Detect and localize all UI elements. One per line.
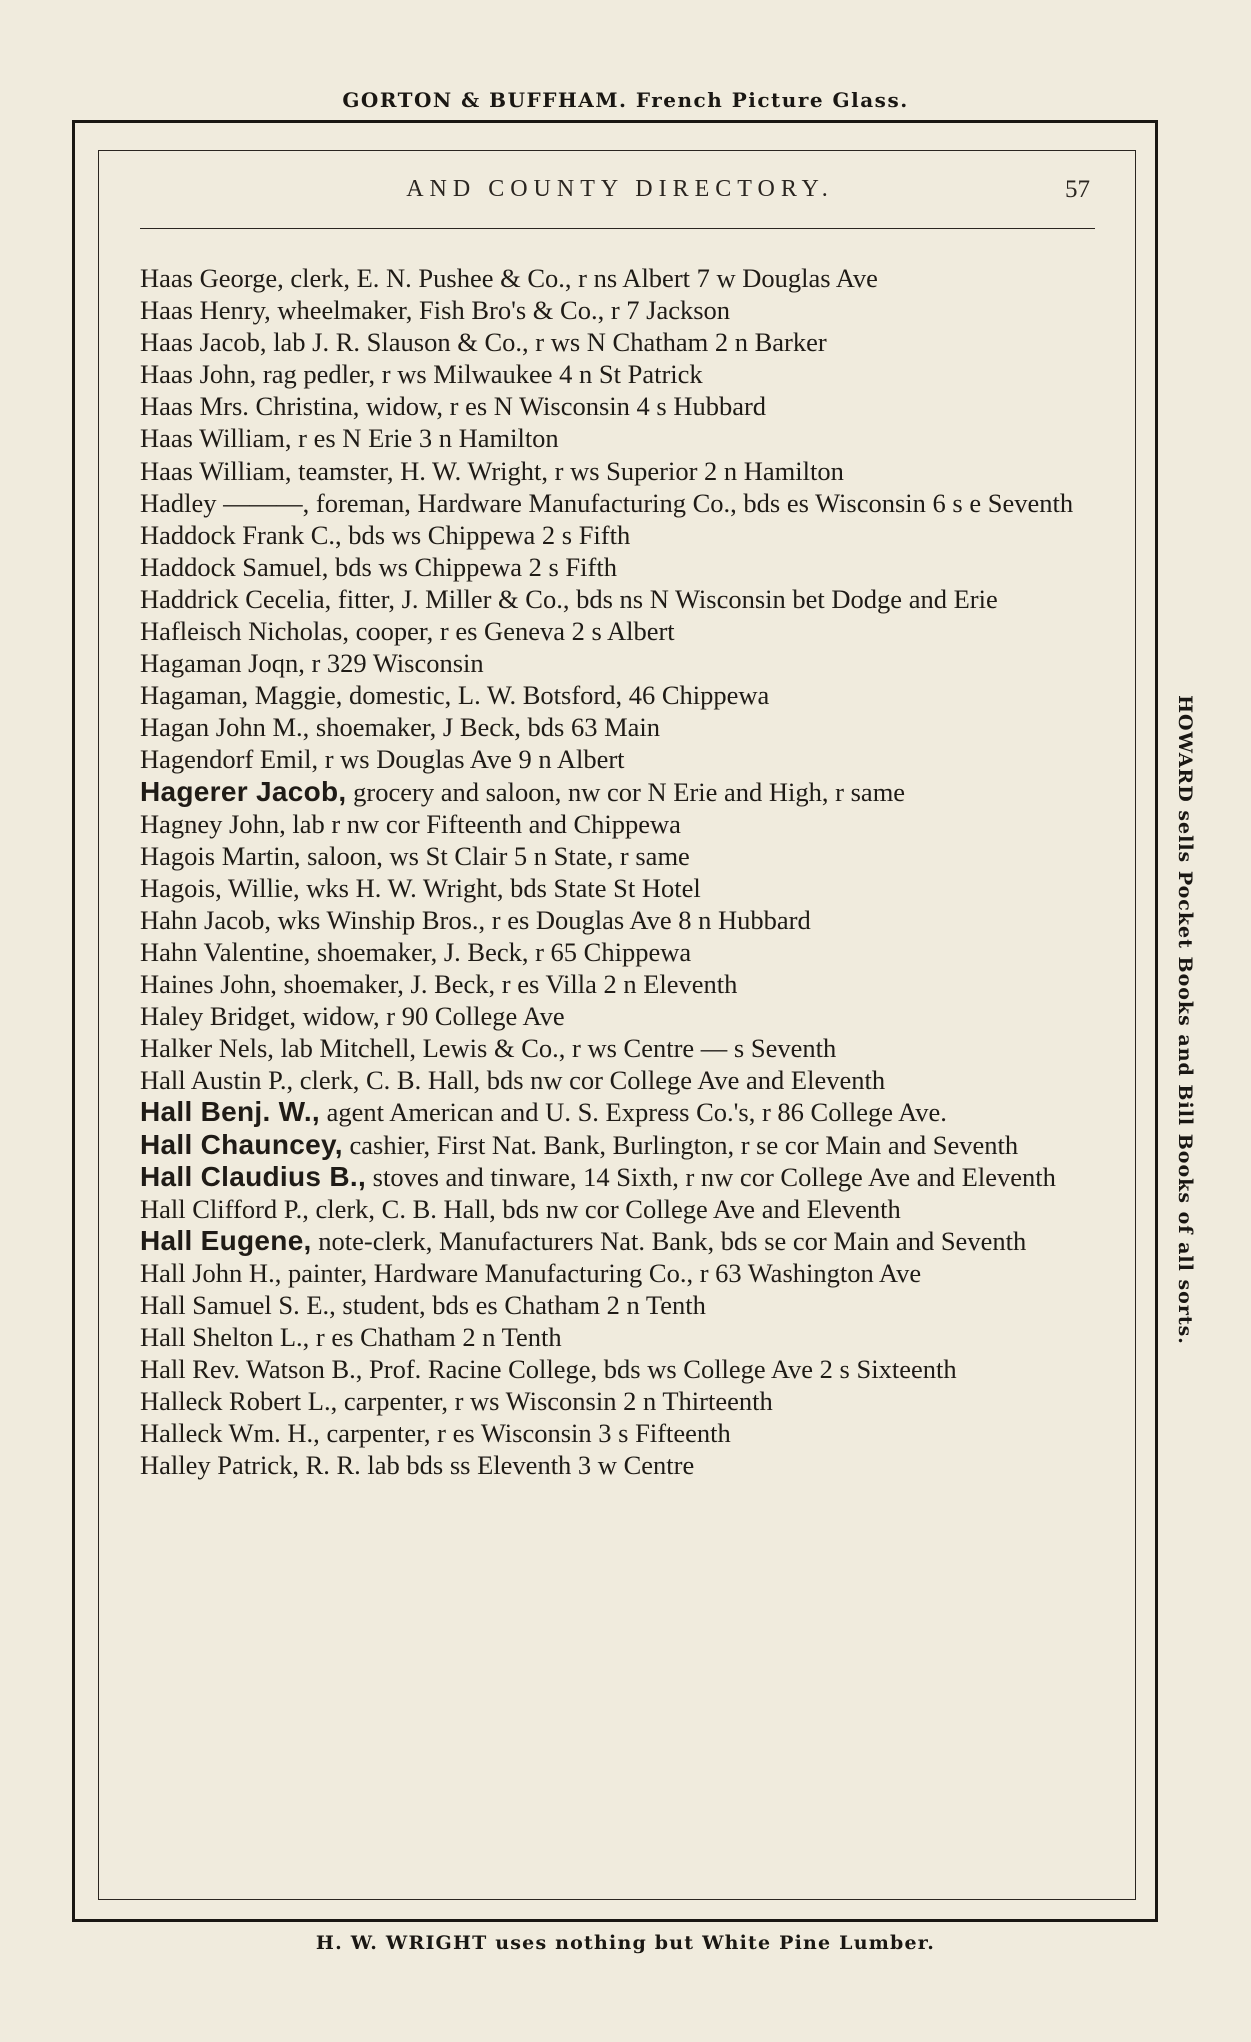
directory-entry	[140, 1129, 1095, 1161]
entry-details: bds ws Chippewa 2 s Fifth	[328, 551, 617, 582]
entry-details: foreman, Hardware Manufacturing Co., bds es Wisconsin 6 s e Seventh	[309, 487, 1074, 518]
directory-entry	[140, 326, 1095, 358]
entry-details: grocery and saloon, nw cor N Erie and High, r same	[346, 776, 906, 807]
entry-name: Hafleisch Nicholas,	[140, 616, 349, 647]
entry-name: Hagan John M.,	[140, 712, 310, 743]
entry-details: clerk, E. N. Pushee & Co., r ns Albert 7 w Douglas Ave	[283, 263, 878, 293]
directory-entry	[140, 551, 1095, 583]
entry-details: r es N Erie 3 n Hamilton	[291, 423, 559, 454]
entry-details: saloon, ws St Clair 5 n State, r same	[300, 840, 690, 871]
entry-name: Hagendorf Emil,	[140, 744, 319, 775]
directory-entry	[140, 808, 1095, 840]
directory-entry	[140, 1417, 1095, 1449]
entry-name: Halleck Wm. H.,	[140, 1418, 320, 1449]
directory-entry	[140, 711, 1095, 743]
directory-entry	[140, 1000, 1095, 1032]
entry-details: R. R. lab bds ss Eleventh 3 w Centre	[298, 1450, 695, 1481]
directory-entry	[140, 936, 1095, 968]
directory-entry	[140, 455, 1095, 487]
directory-entry	[140, 262, 1095, 294]
entry-details: rag pedler, r ws Milwaukee 4 n St Patrick	[256, 359, 703, 390]
entry-details: shoemaker, J Beck, bds 63 Main	[309, 712, 661, 743]
entry-name: Hall Claudius B.,	[140, 1160, 367, 1192]
entry-details: r es Chatham 2 n Tenth	[309, 1322, 562, 1353]
entry-details: domestic, L. W. Botsford, 46 Chippewa	[342, 680, 770, 711]
entry-details: cashier, First Nat. Bank, Burlington, r se cor Main and Seventh	[342, 1129, 1019, 1160]
directory-entry	[140, 968, 1095, 1000]
entry-name: Haines John,	[140, 969, 277, 1000]
entry-name: Hahn Valentine,	[140, 936, 311, 967]
entry-details: widow, r 90 College Ave	[296, 1001, 565, 1032]
entry-name: Halker Nels,	[140, 1033, 274, 1064]
header-rule	[140, 228, 1095, 229]
directory-entry	[140, 294, 1095, 326]
directory-entry	[140, 1064, 1095, 1096]
entry-details: carpenter, r ws Wisconsin 2 n Thirteenth	[337, 1386, 773, 1417]
page-number: 57	[1065, 176, 1090, 203]
entry-name: Haas George,	[140, 263, 284, 293]
entry-details: r 329 Wisconsin	[304, 648, 484, 679]
entry-name: Hall Rev. Watson B.,	[140, 1354, 363, 1385]
entry-details: bds ws Chippewa 2 s Fifth	[341, 519, 631, 550]
entry-details: stoves and tinware, 14 Sixth, r nw cor College Ave and Eleventh	[366, 1161, 1056, 1192]
entry-name: Halleck Robert L.,	[140, 1386, 338, 1417]
entry-name: Haddrick Cecelia,	[140, 583, 332, 614]
entry-details: wks Winship Bros., r es Douglas Ave 8 n Hubbard	[271, 904, 811, 935]
entry-name: Hall Chauncey,	[140, 1128, 343, 1160]
directory-entry	[140, 358, 1095, 390]
directory-entry	[140, 776, 1095, 808]
entry-name: Hall Benj. W.,	[140, 1096, 321, 1128]
entry-name: Hall Eugene,	[140, 1224, 312, 1256]
entry-details: fitter, J. Miller & Co., bds ns N Wisconsin bet Dodge and Erie	[331, 583, 998, 614]
entry-name: Haley Bridget,	[140, 1001, 297, 1032]
entry-details: lab r nw cor Fifteenth and Chippewa	[285, 808, 681, 839]
entry-name: Hagerer Jacob,	[140, 775, 347, 807]
directory-entry	[140, 647, 1095, 679]
entry-name: Hagois Martin,	[140, 840, 301, 871]
directory-entries	[140, 262, 1095, 1482]
entry-details: student, bds es Chatham 2 n Tenth	[335, 1290, 706, 1320]
entry-name: Hagaman Joqn,	[140, 648, 305, 679]
bottom-advertisement-banner: H. W. WRIGHT uses nothing but White Pine Lumber.	[315, 1932, 936, 1954]
directory-entry	[140, 1321, 1095, 1353]
directory-entry	[140, 1385, 1095, 1417]
entry-name: Haas John,	[140, 359, 257, 390]
top-advertisement-banner: GORTON & BUFFHAM. French Picture Glass.	[342, 88, 909, 112]
directory-entry	[140, 679, 1095, 711]
directory-entry	[140, 422, 1095, 454]
entry-details: wheelmaker, Fish Bro's & Co., r 7 Jackson	[270, 295, 731, 326]
entry-details: clerk, C. B. Hall, bds nw cor College Ave and Eleventh	[293, 1065, 886, 1096]
entry-details: widow, r es N Wisconsin 4 s Hubbard	[359, 391, 767, 422]
running-head: AND COUNTY DIRECTORY.	[406, 176, 834, 202]
directory-entry	[140, 743, 1095, 775]
directory-entry	[140, 1096, 1095, 1128]
entry-details: teamster, H. W. Wright, r ws Superior 2 n Hamilton	[291, 455, 844, 486]
directory-entry	[140, 390, 1095, 422]
entry-details: shoemaker, J. Beck, r 65 Chippewa	[310, 936, 692, 967]
entry-name: Hall John H.,	[140, 1257, 282, 1288]
entry-name: Haas William,	[140, 423, 292, 454]
entry-details: wks H. W. Wright, bds State St Hotel	[299, 872, 701, 903]
entry-details: painter, Hardware Manufacturing Co., r 63 Washington Ave	[281, 1257, 922, 1288]
entry-details: lab J. R. Slauson & Co., r ws N Chatham 2 n Barker	[266, 327, 827, 358]
directory-entry	[140, 487, 1095, 519]
directory-entry	[140, 872, 1095, 904]
directory-entry	[140, 519, 1095, 551]
entry-name: Hall Shelton L.,	[140, 1322, 310, 1353]
entry-details: Prof. Racine College, bds ws College Ave 2 s Sixteenth	[362, 1354, 957, 1385]
entry-name: Hagois, Willie,	[140, 872, 300, 903]
entry-name: Haas Henry,	[140, 295, 271, 326]
entry-name: Hagaman, Maggie,	[140, 680, 343, 711]
entry-name: Halley Patrick,	[140, 1450, 299, 1481]
entry-details: cooper, r es Geneva 2 s Albert	[349, 616, 675, 647]
entry-name: Hall Samuel S. E.,	[140, 1290, 336, 1320]
entry-name: Hall Clifford P.,	[140, 1193, 309, 1224]
directory-entry	[140, 1193, 1095, 1225]
entry-name: Haddock Frank C.,	[140, 519, 342, 550]
entry-details: agent American and U. S. Express Co.'s, r 86 College Ave.	[320, 1097, 947, 1128]
entry-details: shoemaker, J. Beck, r es Villa 2 n Eleventh	[276, 969, 738, 1000]
directory-entry	[140, 1289, 1095, 1321]
directory-entry	[140, 840, 1095, 872]
directory-entry	[140, 583, 1095, 615]
entry-name: Hadley ———,	[140, 487, 310, 518]
entry-details: clerk, C. B. Hall, bds nw cor College Ave and Eleventh	[308, 1193, 901, 1224]
entry-details: lab Mitchell, Lewis & Co., r ws Centre — s Seventh	[273, 1033, 837, 1064]
entry-details: r ws Douglas Ave 9 n Albert	[318, 744, 625, 775]
directory-entry	[140, 1449, 1095, 1481]
entry-name: Haas William,	[140, 455, 292, 486]
entry-name: Haas Jacob,	[140, 327, 267, 358]
directory-entry	[140, 1225, 1095, 1257]
entry-details: note-clerk, Manufacturers Nat. Bank, bds se cor Main and Seventh	[311, 1225, 1027, 1256]
directory-entry	[140, 615, 1095, 647]
directory-entry	[140, 1032, 1095, 1064]
entry-name: Haddock Samuel,	[140, 551, 329, 582]
entry-name: Hall Austin P.,	[140, 1065, 294, 1096]
entry-details: carpenter, r es Wisconsin 3 s Fifteenth	[319, 1418, 731, 1449]
entry-name: Haas Mrs. Christina,	[140, 391, 360, 422]
directory-entry	[140, 1161, 1095, 1193]
directory-entry	[140, 904, 1095, 936]
directory-entry	[140, 1353, 1095, 1385]
entry-name: Hahn Jacob,	[140, 904, 271, 935]
side-advertisement-banner: HOWARD sells Pocket Books and Bill Books of all sorts.	[1174, 695, 1196, 1345]
entry-name: Hagney John,	[140, 808, 286, 839]
directory-entry	[140, 1257, 1095, 1289]
